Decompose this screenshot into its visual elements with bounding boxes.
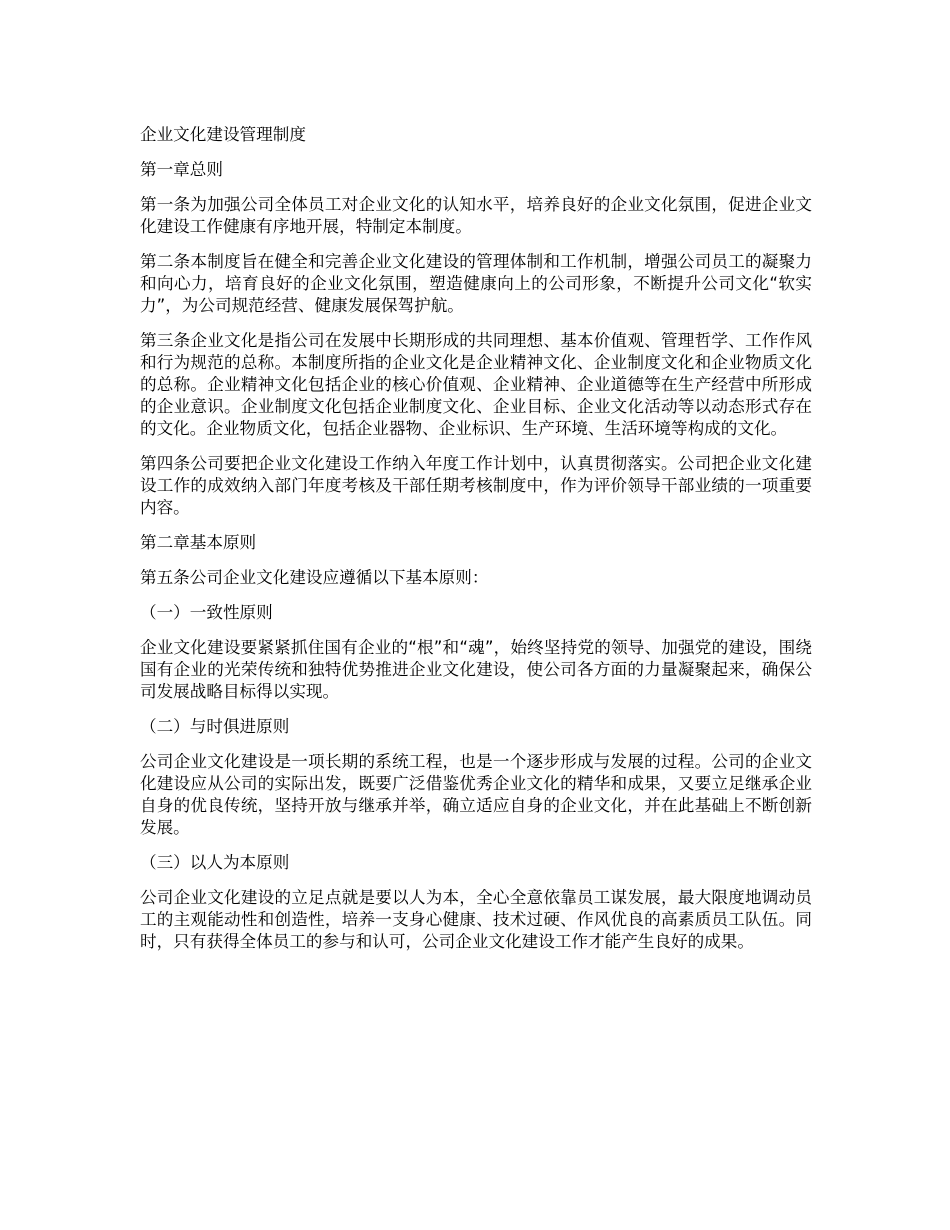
article-4: 第四条公司要把企业文化建设工作纳入年度工作计划中，认真贯彻落实。公司把企业文化建设工作的成效纳入部门年度考核及干部任期考核制度中，作为评价领导干部业绩的一项重要内容。 (140, 454, 812, 517)
article-2: 第二条本制度旨在健全和完善企业文化建设的管理体制和工作机制，增强公司员工的凝聚力和向心力，培育良好的企业文化氛围，塑造健康向上的公司形象，不断提升公司文化“软实力”，为公司规范经营、健康发展保驾护航。 (140, 252, 812, 315)
principle-2-heading: （二）与时俱进原则 (140, 717, 290, 736)
document-page (140, 124, 812, 966)
principle-3-heading: （三）以人为本原则 (140, 853, 290, 872)
principle-1-heading: （一）一致性原则 (140, 603, 273, 622)
article-5: 第五条公司企业文化建设应遵循以下基本原则： (140, 568, 489, 587)
chapter-2-heading: 第二章基本原则 (140, 533, 257, 552)
chapter-1-heading: 第一章总则 (140, 160, 223, 179)
article-3: 第三条企业文化是指公司在发展中长期形成的共同理想、基本价值观、管理哲学、工作作风和行为规范的总称。本制度所指的企业文化是企业精神文化、企业制度文化和企业物质文化的总称。企业精神文化包括企业的核心价值观、企业精神、企业道德等在生产经营中所形成的企业意识。企业制度文化包括企业制度文化、企业目标、企业文化活动等以动态形式存在的文化。企业物质文化，包括企业器物、企业标识、生产环境、生活环境等构成的文化。 (140, 331, 812, 438)
principle-2-body: 公司企业文化建设是一项长期的系统工程，也是一个逐步形成与发展的过程。公司的企业文化建设应从公司的实际出发，既要广泛借鉴优秀企业文化的精华和成果，又要立足继承企业自身的优良传统，坚持开放与继承并举，确立适应自身的企业文化，并在此基础上不断创新发展。 (140, 752, 812, 837)
principle-3-body: 公司企业文化建设的立足点就是要以人为本，全心全意依靠员工谋发展，最大限度地调动员工的主观能动性和创造性，培养一支身心健康、技术过硬、作风优良的高素质员工队伍。同时，只有获得全体员工的参与和认可，公司企业文化建设工作才能产生良好的成果。 (140, 888, 812, 951)
document-title: 企业文化建设管理制度 (140, 125, 306, 144)
principle-1-body: 企业文化建设要紧紧抓住国有企业的“根”和“魂”，始终坚持党的领导、加强党的建设，围绕国有企业的光荣传统和独特优势推进企业文化建设，使公司各方面的力量凝聚起来，确保公司发展战略目标得以实现。 (140, 638, 812, 701)
article-1: 第一条为加强公司全体员工对企业文化的认知水平，培养良好的企业文化氛围，促进企业文化建设工作健康有序地开展，特制定本制度。 (140, 195, 812, 236)
